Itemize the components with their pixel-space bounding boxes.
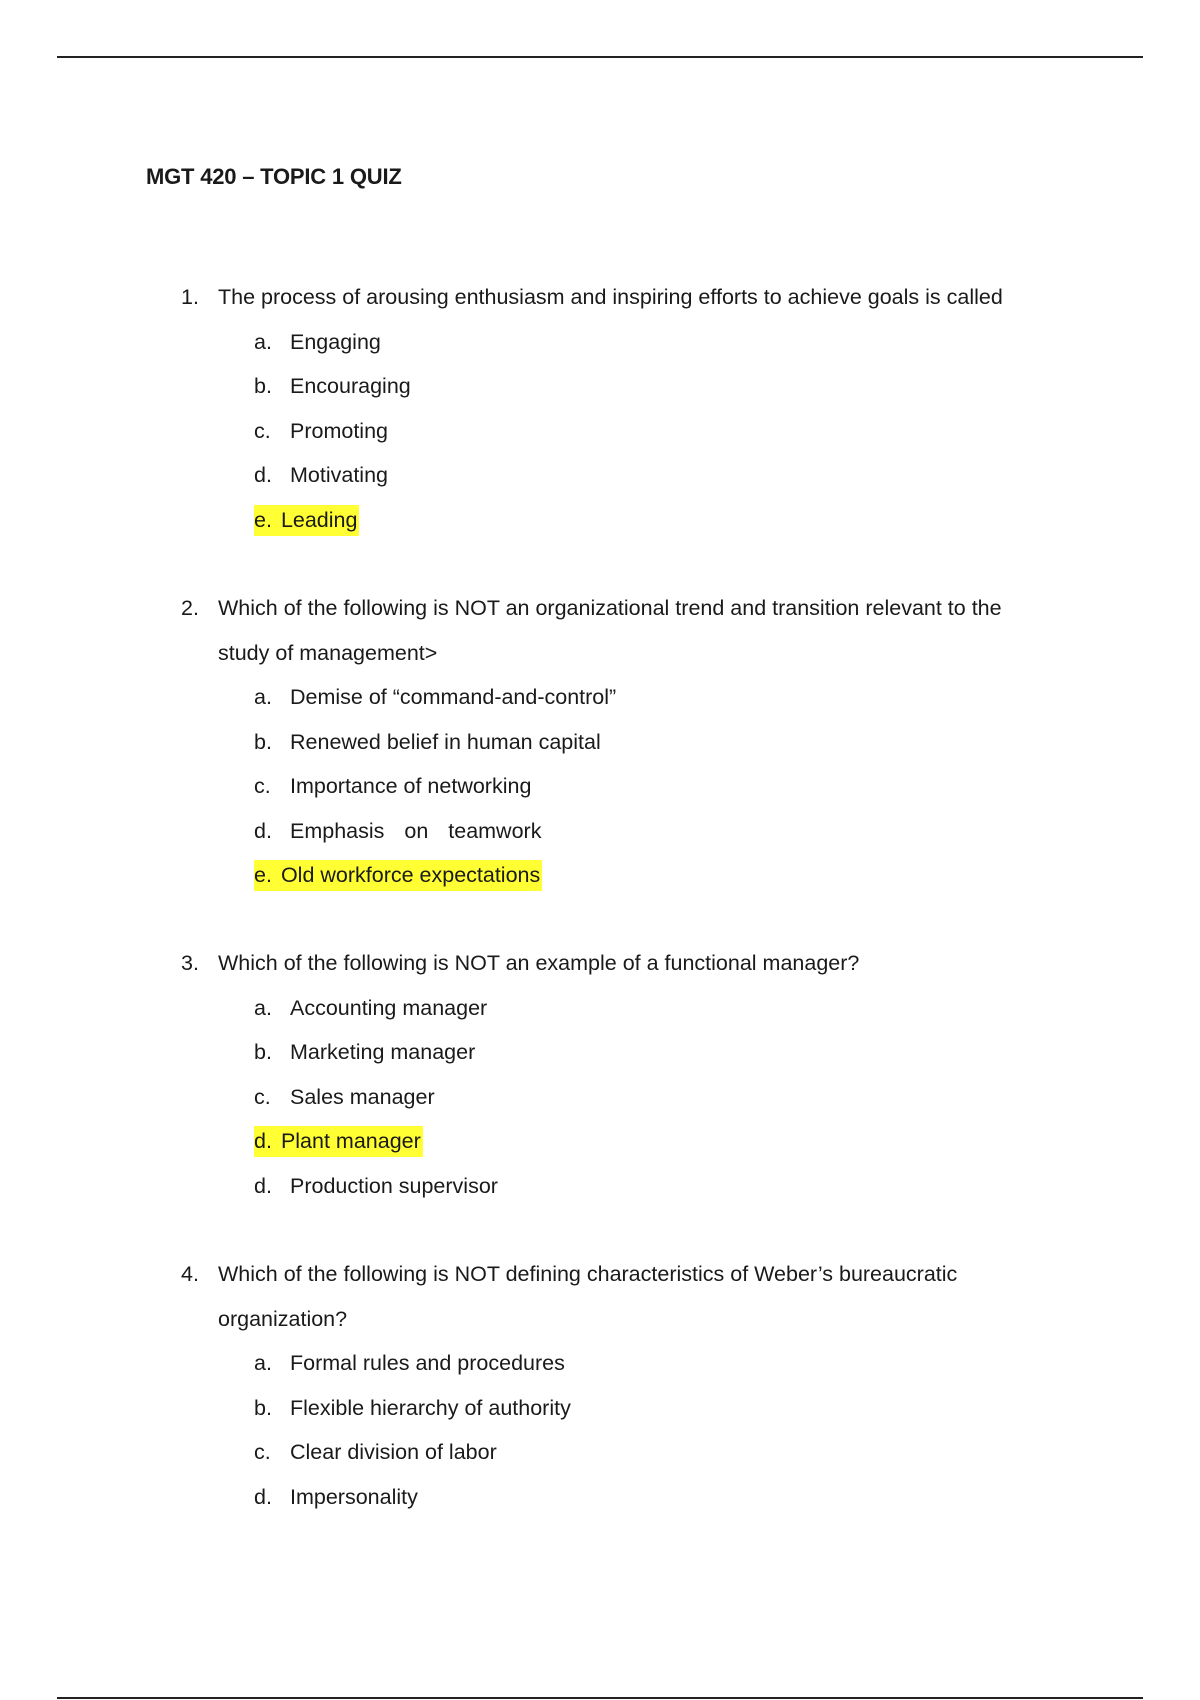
option-letter: e. [254, 863, 272, 887]
question-3 [0, 941, 1200, 1208]
question-text-continued: study of management> [218, 640, 438, 665]
option-text: Importance of networking [290, 774, 532, 798]
top-rule [57, 56, 1143, 58]
question-text-continued: organization? [218, 1306, 348, 1331]
question-2 [0, 586, 1200, 898]
option-letter: b. [254, 1395, 272, 1420]
option-letter: d. [254, 818, 272, 843]
option-a [0, 675, 1200, 720]
option-text: Accounting manager [290, 995, 488, 1020]
question-text: Which of the following is NOT defining characteristics of Weber’s bureaucratic [218, 1262, 958, 1286]
option-text: Encouraging [290, 374, 411, 398]
question-line [0, 586, 1200, 631]
question-number: 1. [181, 285, 199, 309]
option-letter: d. [254, 463, 272, 487]
option-letter: a. [254, 1351, 272, 1375]
option-letter: d. [254, 1484, 272, 1509]
question-1 [0, 275, 1200, 542]
option-letter: c. [254, 1084, 271, 1109]
option-letter: d. [254, 1173, 272, 1198]
option-letter: b. [254, 1040, 272, 1064]
option-b [0, 1030, 1200, 1075]
option-text: Demise of “command-and-control” [290, 685, 617, 709]
option-text: Promoting [290, 418, 388, 443]
option-text: Sales manager [290, 1084, 435, 1109]
option-letter: d. [254, 1129, 272, 1153]
answer-highlight [254, 1126, 423, 1157]
question-line [0, 275, 1200, 320]
option-text: Flexible hierarchy of authority [290, 1395, 571, 1420]
option-text: Emphasis on teamwork [290, 818, 542, 843]
question-text: Which of the following is NOT an example of a functional manager? [218, 951, 860, 975]
option-d [0, 453, 1200, 498]
option-letter: c. [254, 418, 271, 443]
option-c [0, 409, 1200, 454]
question-number: 4. [181, 1262, 199, 1286]
bottom-rule [57, 1697, 1143, 1699]
question-line [0, 1252, 1200, 1297]
answer-highlight [254, 860, 542, 891]
question-4 [0, 1252, 1200, 1519]
option-text: Marketing manager [290, 1040, 476, 1064]
question-line-continued [0, 1297, 1200, 1342]
option-letter: b. [254, 374, 272, 398]
option-letter: b. [254, 729, 272, 754]
question-line [0, 941, 1200, 986]
question-number: 2. [181, 596, 199, 620]
option-letter: a. [254, 685, 272, 709]
option-a [0, 320, 1200, 365]
option-b [0, 1386, 1200, 1431]
document-title: MGT 420 – TOPIC 1 QUIZ [146, 164, 402, 189]
option-b [0, 720, 1200, 765]
option-text: Impersonality [290, 1484, 418, 1509]
option-text: Motivating [290, 463, 388, 487]
option-text: Leading [280, 507, 358, 532]
option-e-highlighted-answer [0, 498, 1200, 543]
option-text: Renewed belief in human capital [290, 729, 601, 754]
option-text: Clear division of labor [290, 1440, 497, 1464]
option-e-highlighted-answer [0, 853, 1200, 898]
option-d [0, 1475, 1200, 1520]
option-c [0, 764, 1200, 809]
option-d-second [0, 1164, 1200, 1209]
option-letter: e. [254, 507, 272, 532]
option-c [0, 1430, 1200, 1475]
option-letter: c. [254, 774, 271, 798]
option-d [0, 809, 1200, 854]
question-text: Which of the following is NOT an organizational trend and transition relevant to the [218, 596, 1002, 620]
answer-highlight [254, 505, 359, 536]
option-letter: a. [254, 995, 272, 1020]
question-text: The process of arousing enthusiasm and inspiring efforts to achieve goals is called [218, 285, 1003, 309]
question-number: 3. [181, 951, 199, 975]
option-a [0, 1341, 1200, 1386]
option-text: Engaging [290, 329, 381, 354]
option-b [0, 364, 1200, 409]
option-c [0, 1075, 1200, 1120]
option-d-highlighted-answer [0, 1119, 1200, 1164]
option-a [0, 986, 1200, 1031]
option-text: Plant manager [280, 1129, 421, 1153]
option-text: Old workforce expectations [280, 863, 541, 887]
question-line-continued [0, 631, 1200, 676]
option-letter: c. [254, 1440, 271, 1464]
option-letter: a. [254, 329, 272, 354]
option-text: Production supervisor [290, 1173, 498, 1198]
option-text: Formal rules and procedures [290, 1351, 565, 1375]
